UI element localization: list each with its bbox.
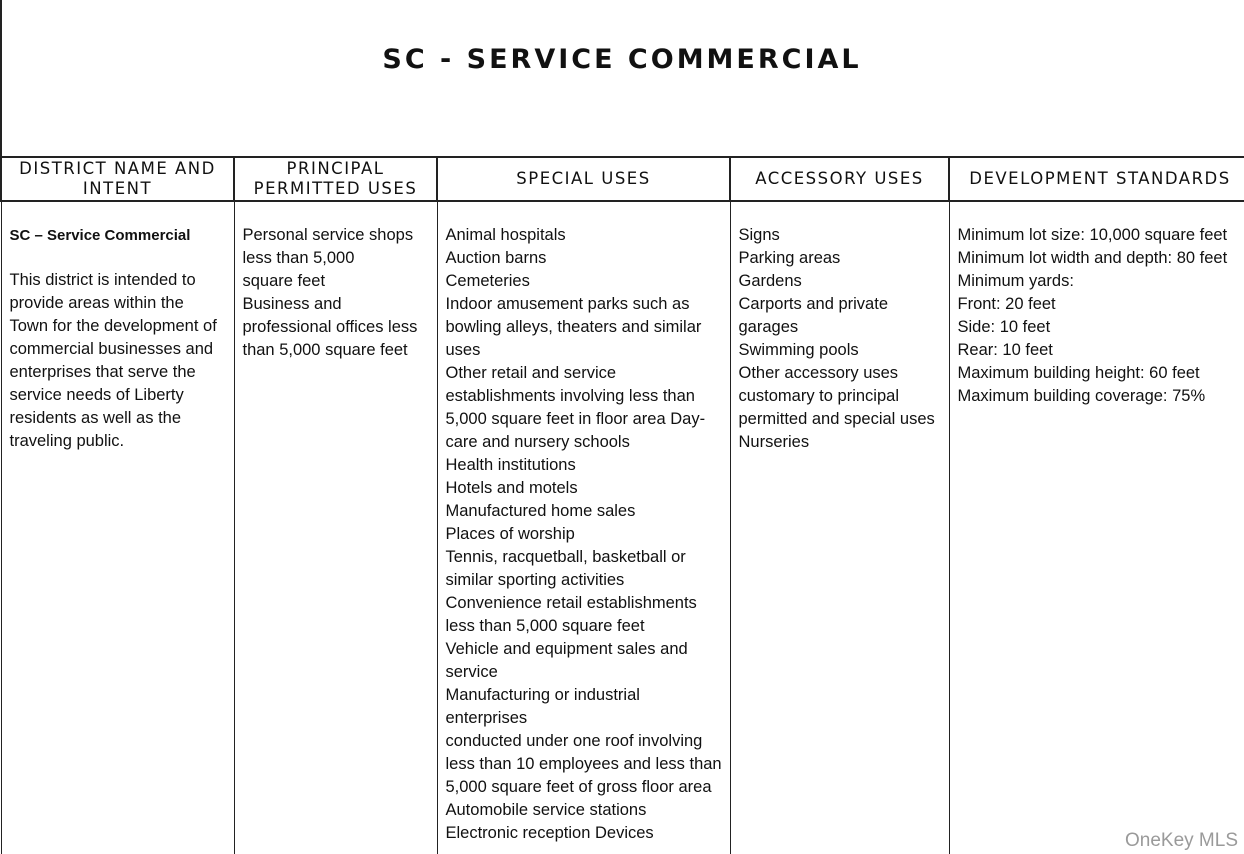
list-line: conducted under one roof involving (445, 732, 703, 750)
list-line: 5,000 square feet of gross floor area (445, 778, 712, 796)
list-line: Manufacturing or industrial (445, 686, 640, 704)
district-row (1, 201, 1244, 854)
list-line: Indoor amusement parks such as (445, 295, 690, 313)
list-line: professional offices less (242, 318, 418, 336)
list-line: Other retail and service (445, 364, 617, 382)
header-principal-uses: PRINCIPAL PERMITTED USES (234, 157, 437, 201)
list-line: garages (738, 318, 799, 336)
list-line: Front: 20 feet (957, 295, 1056, 313)
list-line: Minimum yards: (957, 272, 1074, 290)
list-line: establishments involving less than (445, 387, 695, 405)
list-line: Parking areas (738, 249, 841, 267)
list-line: service (445, 663, 498, 681)
list-line: Tennis, racquetball, basketball or (445, 548, 686, 566)
list-line: This district is intended to (9, 271, 196, 289)
list-line: provide areas within the (9, 294, 184, 312)
list-line: Maximum building height: 60 feet (957, 364, 1200, 382)
list-line: Hotels and motels (445, 479, 578, 497)
district-name: SC – Service Commercial (9, 227, 191, 244)
page-border (0, 0, 2, 158)
list-line: Gardens (738, 272, 802, 290)
list-line: Animal hospitals (445, 226, 566, 244)
header-development-standards: DEVELOPMENT STANDARDS (949, 157, 1244, 201)
list-line: traveling public. (9, 432, 125, 450)
list-line: Swimming pools (738, 341, 859, 359)
special-uses-cell (437, 201, 730, 854)
list-line: Business and (242, 295, 342, 313)
header-district: DISTRICT NAME AND INTENT (1, 157, 234, 201)
list-line: Minimum lot width and depth: 80 feet (957, 249, 1228, 267)
accessory-uses-cell (730, 201, 949, 854)
list-line: uses (445, 341, 481, 359)
list-line: Other accessory uses (738, 364, 899, 382)
list-line: Minimum lot size: 10,000 square feet (957, 226, 1228, 244)
list-line: residents as well as the (9, 409, 182, 427)
district-intent (10, 269, 226, 453)
development-standards-cell (949, 201, 1244, 854)
list-line: Automobile service stations (445, 801, 647, 819)
list-line: 5,000 square feet in floor area Day- (445, 410, 706, 428)
list-line: enterprises that serve the (9, 363, 196, 381)
list-line: Carports and private (738, 295, 888, 313)
list-line: Health institutions (445, 456, 576, 474)
list-line: Town for the development of (9, 317, 217, 335)
principal-uses-cell (234, 201, 437, 854)
list-line: less than 5,000 square feet (445, 617, 645, 635)
list-line: Rear: 10 feet (957, 341, 1053, 359)
header-row (1, 157, 1244, 201)
list-line: Nurseries (738, 433, 810, 451)
list-line: Cemeteries (445, 272, 530, 290)
list-line: similar sporting activities (445, 571, 625, 589)
list-line: less than 5,000 (242, 249, 355, 267)
list-line: square feet (242, 272, 326, 290)
list-line: Side: 10 feet (957, 318, 1051, 336)
list-line: care and nursery schools (445, 433, 630, 451)
list-line: Electronic reception Devices (445, 824, 654, 842)
header-accessory-uses: ACCESSORY USES (730, 157, 949, 201)
list-line: service needs of Liberty (9, 386, 184, 404)
list-line: commercial businesses and (9, 340, 214, 358)
header-special-uses: SPECIAL USES (437, 157, 730, 201)
list-line: Auction barns (445, 249, 547, 267)
list-line: Convenience retail establishments (445, 594, 697, 612)
list-line: Vehicle and equipment sales and (445, 640, 688, 658)
list-line: bowling alleys, theaters and similar (445, 318, 702, 336)
district-cell (1, 201, 234, 854)
list-line: Maximum building coverage: 75% (957, 387, 1206, 405)
list-line: customary to principal (738, 387, 899, 405)
list-line: less than 10 employees and less than (445, 755, 722, 773)
list-line: enterprises (445, 709, 528, 727)
list-line: permitted and special uses (738, 410, 935, 428)
zoning-table (0, 156, 1244, 854)
list-line: Places of worship (445, 525, 575, 543)
list-line: Manufactured home sales (445, 502, 636, 520)
watermark: OneKey MLS (1125, 830, 1238, 851)
list-line: than 5,000 square feet (242, 341, 408, 359)
list-line: Personal service shops (242, 226, 414, 244)
list-line: Signs (738, 226, 780, 244)
page-title: SC - SERVICE COMMERCIAL (382, 44, 862, 75)
